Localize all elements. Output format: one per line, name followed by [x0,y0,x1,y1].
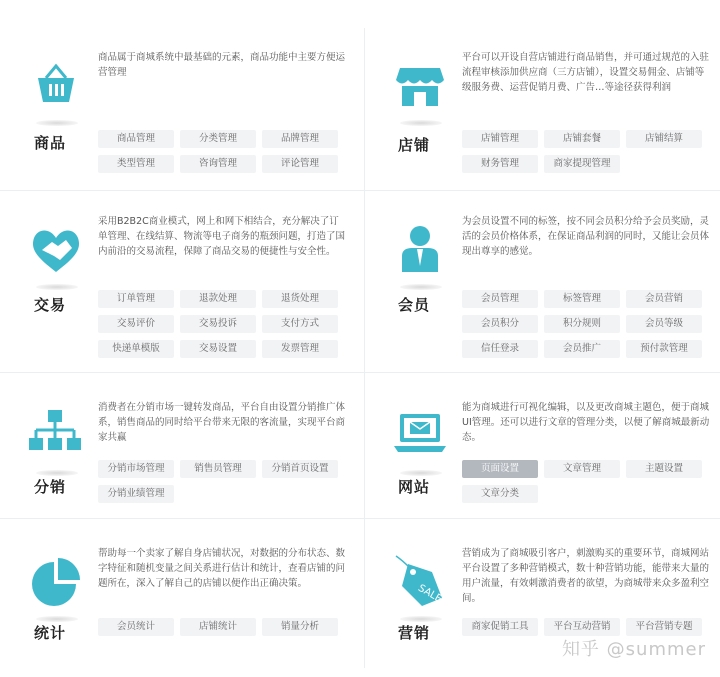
section-member [372,212,720,367]
tag-button[interactable]: 会员统计 [98,618,174,636]
tag-button[interactable]: 品牌管理 [262,130,338,148]
tag-button[interactable]: 快递单模版 [98,340,174,358]
section-description: 为会员设置不同的标签，按不同会员积分给予会员奖励，灵活的会员价格体系，在保证商品利润的同时，又能让会员体现出尊享的感觉。 [462,216,710,257]
watermark: 知乎 @summer [561,639,706,660]
tag-list [462,290,720,358]
section-title: 交易 [34,296,67,314]
section-title: 营销 [398,624,431,642]
tag-button[interactable]: 发票管理 [262,340,338,358]
laptop-mail-icon [392,408,448,464]
tag-button[interactable]: 交易设置 [180,340,256,358]
tag-button[interactable]: 店铺结算 [626,130,702,148]
row-divider [0,518,720,519]
tag-button[interactable]: 分类管理 [180,130,256,148]
section-goods [8,48,363,188]
tag-button[interactable]: 店铺管理 [462,130,538,148]
tag-button[interactable]: 会员积分 [462,315,538,333]
tag-button[interactable]: 店铺统计 [180,618,256,636]
section-distribution [8,398,363,516]
section-website [372,398,720,516]
tag-button[interactable]: 财务管理 [462,155,538,173]
tag-button[interactable]: 类型管理 [98,155,174,173]
section-title: 会员 [398,296,431,314]
tag-list [462,130,720,173]
tag-button[interactable]: 会员管理 [462,290,538,308]
icon-shadow [36,284,78,290]
tag-button[interactable]: 文章管理 [544,460,620,478]
section-stats [8,544,363,669]
section-description: 能为商城进行可视化编辑，以及更改商城主题色，便于商城UI管理。还可以进行文章的管理分类，以便了解商城最新动态。 [462,402,710,443]
tag-button[interactable]: 文章分类 [462,485,538,503]
tag-button[interactable]: 页面设置 [462,460,538,478]
tag-button[interactable]: 会员推广 [544,340,620,358]
tag-button[interactable]: 销量分析 [262,618,338,636]
tag-button[interactable]: 退货处理 [262,290,338,308]
tag-button[interactable]: 店铺套餐 [544,130,620,148]
section-description: 平台可以开设自营店铺进行商品销售，并可通过规范的入驻流程审核添加供应商（三方店铺），设置交易佣金、店铺等级服务费、运营促销月费、广告…等途径获得利润 [462,52,710,93]
tag-button[interactable]: 会员营销 [626,290,702,308]
icon-shadow [36,120,78,126]
tag-list [98,618,358,636]
svg-text:SALE: SALE [416,582,444,605]
section-description: 采用B2B2C商业模式，网上和网下相结合，充分解决了订单管理、在线结算、物流等电子商务的瓶颈问题，打造了国内前沿的交易流程，保障了商品交易的便捷性与安全性。 [98,216,346,257]
section-description: 商品属于商城系统中最基础的元素，商品功能中主要方便运营管理 [98,52,346,78]
tag-button[interactable]: 分销业绩管理 [98,485,174,503]
tag-button[interactable]: 分销市场管理 [98,460,174,478]
section-description: 帮助每一个卖家了解自身店铺状况，对数据的分布状态、数字特征和随机变量之间关系进行估计和统计，查看店铺的问题所在，深入了解自己的店铺以便作出正确决策。 [98,548,346,589]
tag-button[interactable]: 会员等级 [626,315,702,333]
icon-shadow [400,284,442,290]
row-divider [0,372,720,373]
tag-list [98,460,358,503]
section-description: 营销成为了商城吸引客户，刺激购买的重要环节，商城网站平台设置了多种营销模式，数十种营销功能，能带来大量的用户流量，有效刺激消费者的欲望，为商城带来众多盈利空间。 [462,548,710,604]
tag-button[interactable]: 平台互动营销 [544,618,620,636]
tag-button[interactable]: 交易评价 [98,315,174,333]
member-icon [392,222,448,278]
tag-button[interactable]: 积分规则 [544,315,620,333]
tag-button[interactable]: 信任登录 [462,340,538,358]
row-divider [0,190,720,191]
tag-button[interactable]: 商家促销工具 [462,618,538,636]
handshake-icon [28,222,84,278]
sale-tag-icon [392,554,448,610]
icon-shadow [400,120,442,126]
section-title: 统计 [34,624,67,642]
tag-button[interactable]: 商品管理 [98,130,174,148]
tag-button[interactable]: 标签管理 [544,290,620,308]
section-title: 分销 [34,478,67,496]
tag-list [462,460,720,503]
tag-button[interactable]: 平台营销专题 [626,618,702,636]
tag-button[interactable]: 支付方式 [262,315,338,333]
tag-list [462,618,720,636]
tag-button[interactable]: 评论管理 [262,155,338,173]
section-description: 消费者在分销市场一键转发商品，平台自由设置分销推广体系，销售商品的同时给平台带来无限的客流量，实现平台商家共赢 [98,402,346,443]
tag-button[interactable]: 订单管理 [98,290,174,308]
storefront-icon [392,58,448,114]
section-title: 店铺 [398,136,431,154]
section-title: 商品 [34,134,67,152]
section-title: 网站 [398,478,431,496]
shopping-basket-icon [28,58,84,114]
tag-button[interactable]: 分销首页设置 [262,460,338,478]
tag-button[interactable]: 商家提现管理 [544,155,620,173]
tag-button[interactable]: 主题设置 [626,460,702,478]
tag-button[interactable]: 预付款管理 [626,340,702,358]
tag-button[interactable]: 退款处理 [180,290,256,308]
section-trade [8,212,363,367]
org-chart-icon [28,408,84,464]
tag-button[interactable]: 咨询管理 [180,155,256,173]
section-store [372,48,720,188]
column-divider [364,28,365,668]
tag-list [98,130,358,173]
pie-chart-icon [28,554,84,610]
tag-button[interactable]: 交易投诉 [180,315,256,333]
tag-button[interactable]: 销售员管理 [180,460,256,478]
tag-list [98,290,358,358]
